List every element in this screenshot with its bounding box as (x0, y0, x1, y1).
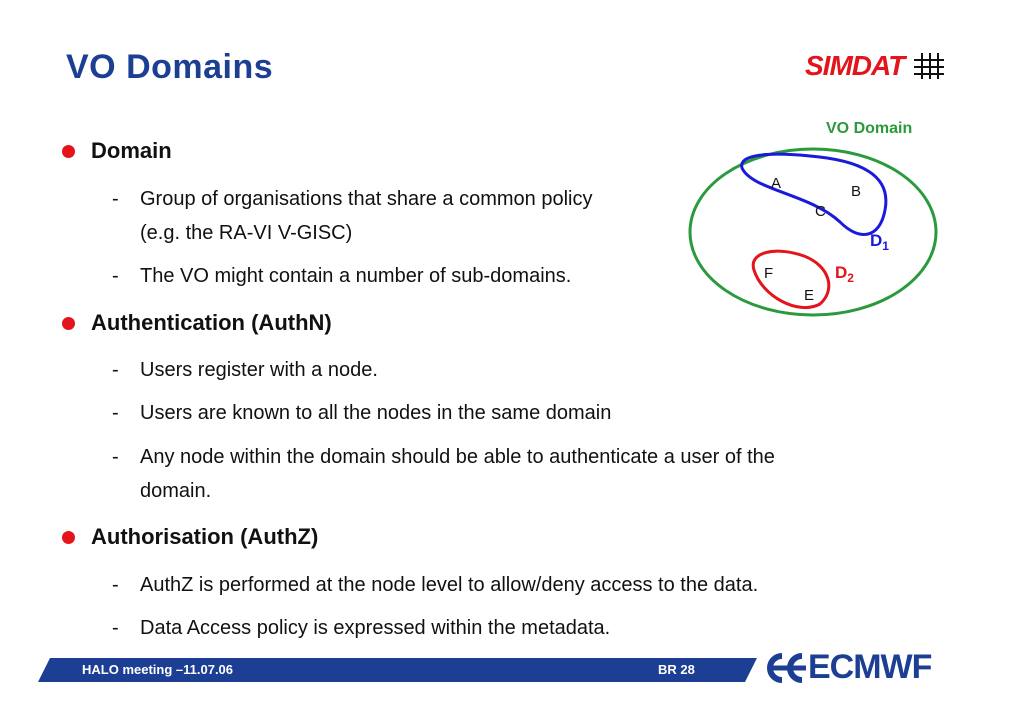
sub-item (112, 568, 900, 602)
dash-marker: - (112, 188, 119, 210)
bullet-heading: Authentication (AuthN) (91, 310, 332, 335)
domain-d2-label: $D_2$ (835, 263, 854, 285)
sub-item-text: Any node within the domain should be able to authenticate a user of the (140, 446, 775, 468)
sub-item-text: The VO might contain a number of sub-domains. (140, 265, 572, 287)
node-b: B (851, 183, 862, 200)
dash-marker: - (112, 446, 119, 468)
footer-meeting-text: HALO meeting –11.07.06 (82, 662, 234, 677)
bullet-heading: Domain (91, 138, 172, 163)
domain-d1-shape (742, 154, 886, 234)
dash-marker: - (112, 574, 119, 596)
sub-item-text: AuthZ is performed at the node level to allow/deny access to the data. (140, 574, 759, 596)
domain-d1-label: $D_1$ (870, 231, 889, 253)
simdat-logo-text: SIMDAT (805, 50, 905, 81)
dash-marker: - (112, 402, 119, 424)
bullet-heading: Authorisation (AuthZ) (91, 524, 319, 549)
dash-marker: - (112, 617, 119, 639)
sub-item-text: Users are known to all the nodes in the same domain (140, 402, 612, 424)
vo-domain-diagram (680, 110, 950, 325)
bullet-dot-icon (62, 531, 75, 544)
bullet-domain (62, 138, 172, 164)
dash-marker: - (112, 265, 119, 287)
ecmwf-logo-text: ECMWF (808, 648, 932, 686)
sub-item (112, 611, 900, 645)
bullet-dot-icon (62, 145, 75, 158)
sub-item-text: domain. (140, 480, 212, 502)
sub-item-text: (e.g. the RA-VI V-GISC) (140, 222, 353, 244)
node-c: C (815, 203, 826, 220)
node-e: E (804, 287, 815, 304)
sub-item-text: Users register with a node. (140, 359, 378, 381)
bullet-authentication (62, 310, 332, 336)
node-f: F (764, 265, 774, 282)
sub-item (112, 440, 900, 474)
sub-item-text: Group of organisations that share a common policy (140, 188, 593, 210)
vo-domain-label: VO Domain (826, 120, 913, 137)
dash-marker: - (112, 359, 119, 381)
ecmwf-emblem-icon (762, 650, 806, 686)
sub-item-continuation (112, 474, 900, 508)
sub-item-text: Data Access policy is expressed within the metadata. (140, 617, 611, 639)
footer-page-number: BR 28 (658, 662, 695, 677)
bullet-authorisation (62, 524, 318, 550)
node-a: A (771, 175, 782, 192)
slide-title: VO Domains (66, 48, 274, 86)
sub-item (112, 353, 900, 387)
ecmwf-logo (762, 648, 931, 687)
sub-item (112, 396, 900, 430)
bullet-dot-icon (62, 317, 75, 330)
